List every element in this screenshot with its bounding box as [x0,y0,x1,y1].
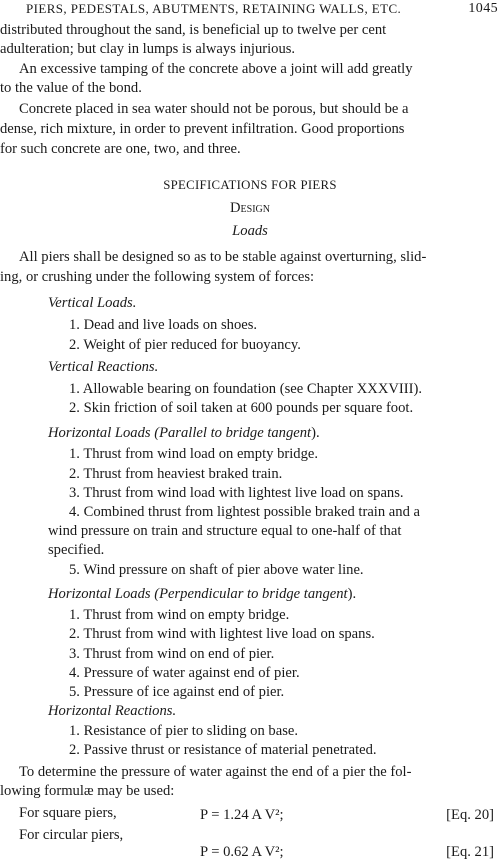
square-piers-formula: P = 1.24 A V²; [200,807,284,823]
horizontal-parallel-item-1: 1. Thrust from wind load on empty bridge. [69,446,319,462]
para2-line2: to the value of the bond. [0,80,142,96]
horizontal-parallel-item-5: 5. Wind pressure on shaft of pier above water line. [69,562,364,578]
para5-line1: To determine the pressure of water against the end of a pier the fol- [19,764,412,780]
para4-line1: All piers shall be designed so as to be stable against overturning, slid- [19,249,427,265]
horizontal-perpendicular-title-paren: Perpendicular to bridge tangent [159,586,348,602]
horizontal-parallel-item-4-line1: 4. Combined thrust from lightest possible braked train and a [69,504,420,520]
horizontal-reactions-item-2: 2. Passive thrust or resistance of material penetrated. [69,742,377,758]
circular-piers-formula: P = 0.62 A V²; [200,844,284,860]
para3-line3: for such concrete are one, two, and three. [0,141,241,157]
horizontal-perpendicular-item-3: 3. Thrust from wind on end of pier. [69,646,275,662]
horizontal-parallel-title [48,424,320,443]
horizontal-parallel-item-3: 3. Thrust from wind load with lightest live load on spans. [69,485,404,501]
horizontal-reactions-item-1: 1. Resistance of pier to sliding on base. [69,723,298,739]
section-heading: SPECIFICATIONS FOR PIERS [163,178,337,192]
header-title: PIERS, PEDESTALS, ABUTMENTS, RETAINING WALLS, ETC. [26,1,402,16]
horizontal-parallel-title-main: Horizontal Loads ( [48,425,160,441]
vertical-reactions-item-2: 2. Skin friction of soil taken at 600 pounds per square foot. [69,400,414,416]
loads-heading: Loads [232,223,268,239]
para1-line1: distributed throughout the sand, is beneficial up to twelve per cent [0,22,387,38]
horizontal-perpendicular-title [48,585,356,604]
horizontal-perpendicular-item-2: 2. Thrust from wind with lightest live load on spans. [69,626,375,642]
design-heading: Design [230,200,270,216]
circular-piers-label: For circular piers, [19,827,124,843]
para4-line2: ing, or crushing under the following system of forces: [0,269,315,285]
horizontal-reactions-title: Horizontal Reactions. [48,703,177,719]
square-piers-label: For square piers, [19,805,117,821]
horizontal-perpendicular-item-4: 4. Pressure of water against end of pier. [69,665,300,681]
para5-line2: lowing formulæ may be used: [0,783,175,799]
horizontal-parallel-title-paren: Parallel to bridge tangent [159,425,312,441]
horizontal-parallel-item-4-line3: specified. [48,542,105,558]
eq-20-label: [Eq. 20] [446,807,494,823]
vertical-reactions-item-1: 1. Allowable bearing on foundation (see Chapter XXXVIII). [69,381,422,397]
para1-line2: adulteration; but clay in lumps is always injurious. [0,41,296,57]
vertical-loads-item-1: 1. Dead and live loads on shoes. [69,317,258,333]
horizontal-parallel-item-4-line2: wind pressure on train and structure equal to one-half of that [48,523,402,539]
eq-21-label: [Eq. 21] [446,844,494,860]
horizontal-parallel-item-2: 2. Thrust from heaviest braked train. [69,466,283,482]
running-header [0,0,500,18]
horizontal-perpendicular-item-5: 5. Pressure of ice against end of pier. [69,684,285,700]
vertical-loads-item-2: 2. Weight of pier reduced for buoyancy. [69,337,301,353]
para2-line1: An excessive tamping of the concrete above a joint will add greatly [19,61,413,77]
para3-line2: dense, rich mixture, in order to prevent infiltration. Good proportions [0,121,405,137]
horizontal-perpendicular-item-1: 1. Thrust from wind on empty bridge. [69,607,290,623]
horizontal-perpendicular-title-end: ). [347,586,357,602]
horizontal-parallel-title-end: ). [311,425,320,441]
page-number: 1045 [468,1,498,16]
vertical-reactions-title: Vertical Reactions. [48,359,159,375]
horizontal-perpendicular-title-main: Horizontal Loads ( [48,586,160,602]
para3-line1: Concrete placed in sea water should not be porous, but should be a [19,101,409,117]
vertical-loads-title: Vertical Loads. [48,295,137,311]
